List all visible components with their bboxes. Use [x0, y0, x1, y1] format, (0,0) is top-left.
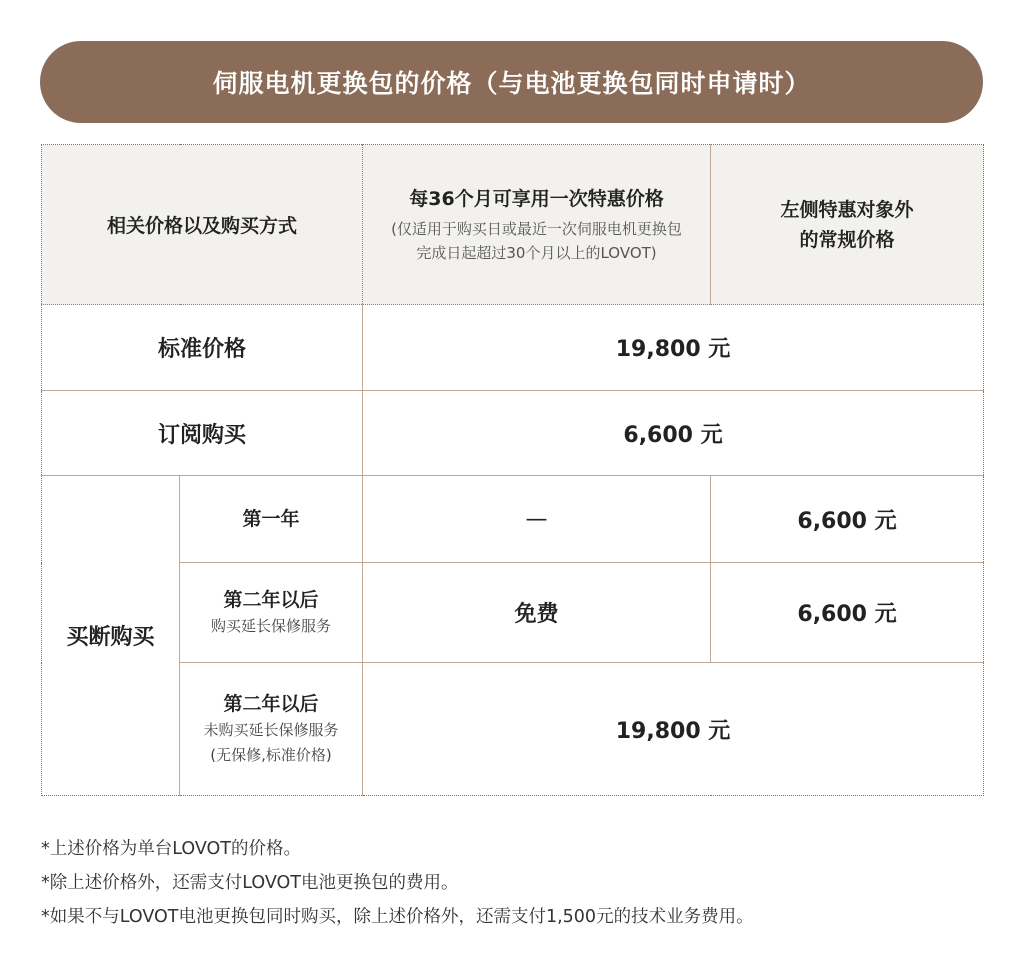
- table-row-standard: [42, 305, 984, 391]
- footnote-2: *除上述价格外，还需支付LOVOT电池更换包的费用。: [41, 873, 459, 893]
- second-year-with-special-value: 免费: [514, 602, 559, 627]
- subscription-price-cell: [363, 391, 984, 476]
- table-header-row: [42, 145, 984, 305]
- table-row-second-year-with-warranty: [42, 563, 984, 663]
- standard-label-cell: [42, 305, 363, 391]
- second-year-with-regular-cell: [711, 563, 984, 663]
- header-special-price-cell: [363, 145, 711, 305]
- second-year-without-sub-2: (无保修,标准价格): [210, 746, 332, 764]
- second-year-with-label: 第二年以后: [223, 589, 319, 611]
- second-year-with-sub: 购买延长保修服务: [211, 617, 332, 635]
- header-regular-line-2: 的常规价格: [799, 228, 895, 251]
- header-special-note-2: 完成日起超过30个月以上的LOVOT): [416, 243, 657, 262]
- purchase-label-cell: [42, 476, 180, 796]
- subscription-label: 订阅购买: [158, 422, 247, 448]
- purchase-label: 买断购买: [66, 625, 155, 650]
- first-year-label: 第一年: [242, 508, 300, 530]
- second-year-without-label: 第二年以后: [223, 693, 319, 715]
- first-year-regular-price: 6,600 元: [797, 508, 897, 534]
- footnotes: [41, 832, 991, 934]
- footnote-1: *上述价格为单台LOVOT的价格。: [41, 839, 301, 859]
- second-year-without-label-cell: [180, 663, 363, 796]
- second-year-with-special-cell: [363, 563, 711, 663]
- page-title: 伺服电机更换包的价格（与电池更换包同时申请时）: [40, 41, 983, 123]
- second-year-with-regular-price: 6,600 元: [797, 602, 897, 627]
- header-regular-line-1: 左侧特惠对象外: [780, 198, 914, 221]
- footnote-3: *如果不与LOVOT电池更换包同时购买，除上述价格外，还需支付1,500元的技术业务费用。: [41, 907, 754, 927]
- table-row-first-year: [42, 476, 984, 563]
- first-year-special-cell: [363, 476, 711, 563]
- standard-price: 19,800 元: [615, 337, 731, 362]
- standard-price-cell: [363, 305, 984, 391]
- subscription-label-cell: [42, 391, 363, 476]
- header-method-label: 相关价格以及购买方式: [107, 215, 298, 237]
- header-method-cell: [42, 145, 363, 305]
- first-year-regular-cell: [711, 476, 984, 563]
- second-year-without-sub-1: 未购买延长保修服务: [203, 721, 339, 739]
- second-year-without-price-cell: [363, 663, 984, 796]
- table-row-second-year-without-warranty: [42, 663, 984, 796]
- standard-label: 标准价格: [158, 337, 247, 362]
- first-year-label-cell: [180, 476, 363, 563]
- price-table: [41, 144, 984, 796]
- subscription-price: 6,600 元: [623, 422, 723, 448]
- header-special-note-1: (仅适用于购买日或最近一次伺服电机更换包: [391, 219, 682, 238]
- header-regular-price-cell: [711, 145, 984, 305]
- header-special-price-label: 每36个月可享用一次特惠价格: [409, 187, 664, 210]
- second-year-without-price: 19,800 元: [615, 718, 731, 744]
- first-year-special-value: —: [525, 506, 548, 532]
- second-year-with-label-cell: [180, 563, 363, 663]
- table-row-subscription: [42, 391, 984, 476]
